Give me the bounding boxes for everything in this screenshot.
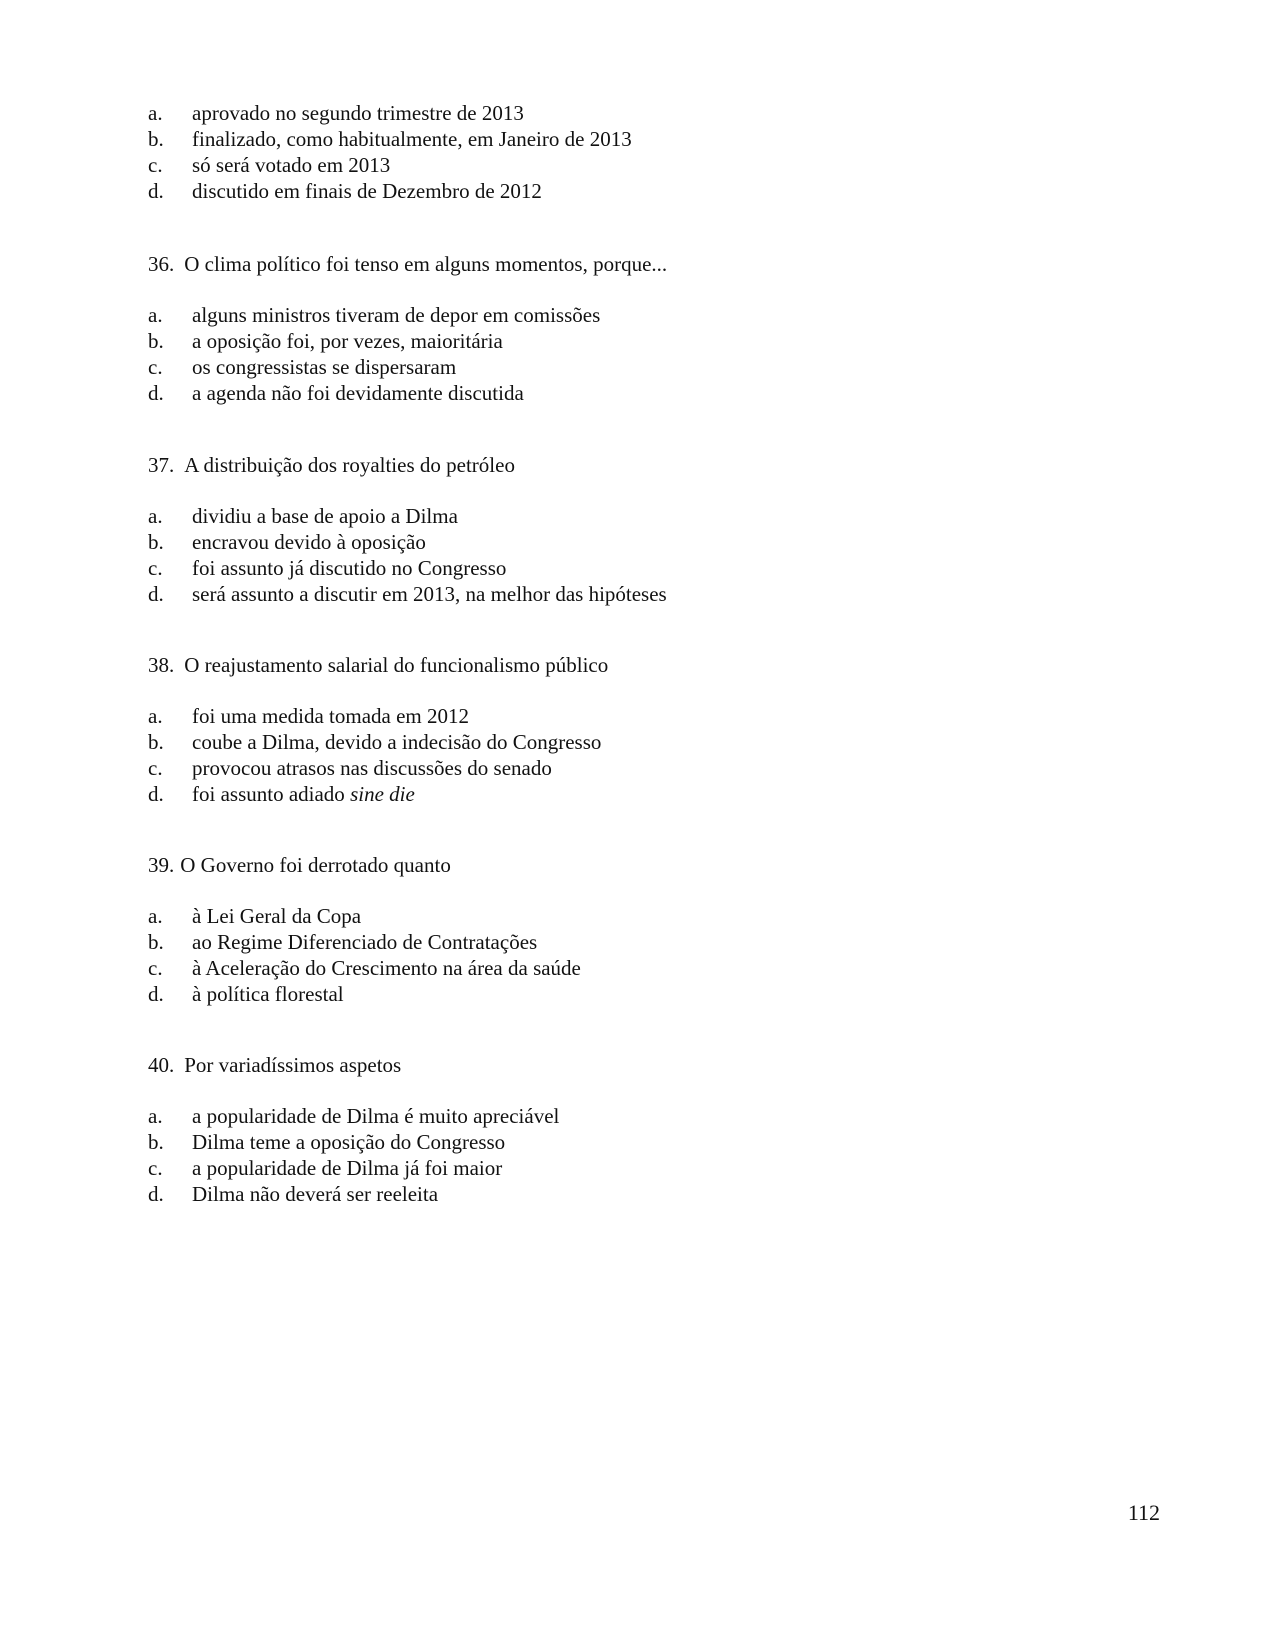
- option-c: c. foi assunto já discutido no Congresso: [148, 556, 507, 580]
- option-b: b. coube a Dilma, devido a indecisão do Congresso: [148, 730, 602, 754]
- option-d: d. a agenda não foi devidamente discutida: [148, 381, 524, 405]
- question-stem: 38. O reajustamento salarial do funcionalismo público: [148, 653, 609, 677]
- option-b: b. finalizado, como habitualmente, em Janeiro de 2013: [148, 127, 632, 151]
- question-37: [148, 453, 1048, 608]
- option-c: c. provocou atrasos nas discussões do senado: [148, 756, 552, 780]
- question-36: [148, 252, 1048, 407]
- question-stem: 36. O clima político foi tenso em alguns momentos, porque...: [148, 252, 668, 276]
- question-stem: 37. A distribuição dos royalties do petróleo: [148, 453, 515, 477]
- question-39: [148, 853, 1048, 1008]
- option-a: a. à Lei Geral da Copa: [148, 904, 362, 928]
- question-stem: 40. Por variadíssimos aspetos: [148, 1053, 402, 1077]
- option-b: b. a oposição foi, por vezes, maioritária: [148, 329, 503, 353]
- option-b: b. Dilma teme a oposição do Congresso: [148, 1130, 506, 1154]
- top-options: [148, 101, 1048, 205]
- question-38: [148, 653, 1048, 808]
- option-a: a. a popularidade de Dilma é muito apreciável: [148, 1104, 560, 1128]
- option-c: c. só será votado em 2013: [148, 153, 391, 177]
- option-c: c. os congressistas se dispersaram: [148, 355, 457, 379]
- page-number: 112: [1127, 1500, 1160, 1525]
- option-d: d. foi assunto adiado sine die: [148, 782, 415, 806]
- option-d: d. discutido em finais de Dezembro de 2012: [148, 179, 542, 203]
- option-b: b. encravou devido à oposição: [148, 530, 426, 554]
- option-a: a. dividiu a base de apoio a Dilma: [148, 504, 458, 528]
- option-d: d. será assunto a discutir em 2013, na melhor das hipóteses: [148, 582, 667, 606]
- option-a: a. foi uma medida tomada em 2012: [148, 704, 470, 728]
- option-b: b. ao Regime Diferenciado de Contratações: [148, 930, 538, 954]
- option-a: a. aprovado no segundo trimestre de 2013: [148, 101, 524, 125]
- option-c: c. a popularidade de Dilma já foi maior: [148, 1156, 503, 1180]
- option-c: c. à Aceleração do Crescimento na área da saúde: [148, 956, 581, 980]
- italic-term: sine die: [350, 782, 415, 806]
- question-40: [148, 1053, 1048, 1208]
- option-d: d. à política florestal: [148, 982, 344, 1006]
- option-d: d. Dilma não deverá ser reeleita: [148, 1182, 439, 1206]
- question-stem: 39. O Governo foi derrotado quanto: [148, 853, 451, 877]
- option-a: a. alguns ministros tiveram de depor em comissões: [148, 303, 601, 327]
